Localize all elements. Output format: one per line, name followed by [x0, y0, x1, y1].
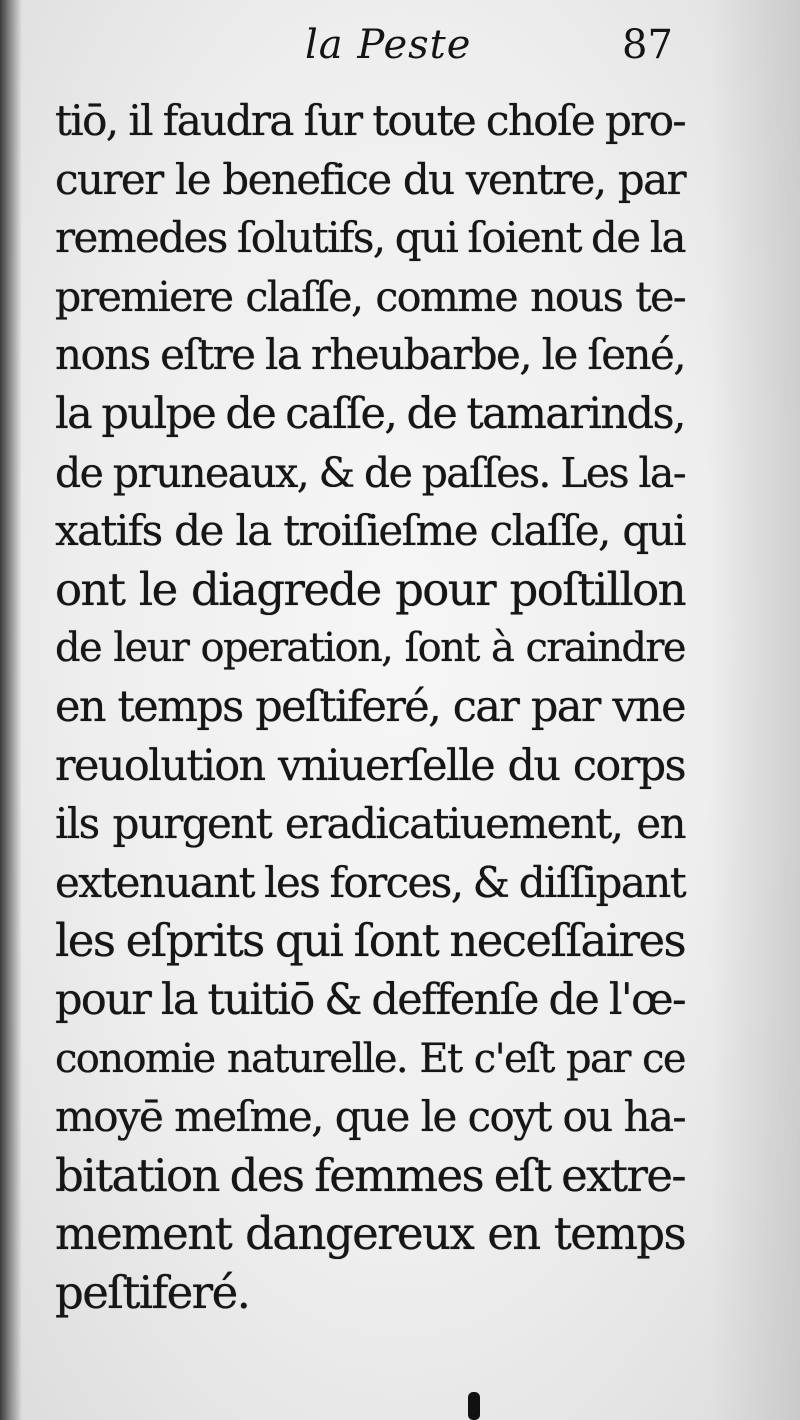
text-line: ont le diagrede pour poſtillon [55, 562, 685, 616]
text-line: mement dangereux en temps [55, 1207, 685, 1261]
text-line: la pulpe de caſſe, de tamarinds, [55, 388, 685, 439]
text-line: en temps peſtiferé, car par vne [55, 681, 685, 732]
text-line: curer le benefice du ventre, par [55, 154, 685, 204]
text-line: moyē meſme, que le coyt ou ha- [55, 1092, 685, 1142]
running-title: la Peste [305, 22, 472, 68]
text-line: remedes ſolutifs, qui ſoient de la [55, 213, 685, 263]
text-line: pour la tuitiō & deffenſe de l'œ- [55, 974, 685, 1025]
text-line: de pruneaux, & de paſſes. Les la- [55, 448, 685, 497]
text-line: conomie naturelle. Et c'eſt par ce [55, 1035, 685, 1082]
text-line: de leur operation, ſont à craindre [55, 625, 685, 672]
text-line: ils purgent eradicatiuement, en [55, 799, 685, 849]
text-line: tiō, il faudra ſur toute choſe pro- [55, 96, 685, 145]
body-text [55, 92, 685, 1322]
text-line: reuolution vniuerſelle du corps [55, 740, 685, 791]
text-line: bitation des femmes eſt extre- [55, 1148, 685, 1202]
page-header [0, 18, 800, 78]
binding-gutter [0, 0, 22, 1420]
page-edge-shadow [710, 0, 800, 1420]
text-line: extenuant les forces, & diſſipant [55, 857, 685, 907]
page-number: 87 [622, 22, 673, 68]
text-line: premiere claſſe, comme nous te- [55, 272, 685, 321]
text-line: nons eſtre la rheubarbe, le ſené, [55, 330, 685, 380]
text-line: xatifs de la troiſieſme claſſe, qui [55, 506, 685, 556]
text-line: peſtiferé. [55, 1265, 250, 1319]
text-line: les eſprits qui ſont neceſſaires [55, 914, 685, 968]
ink-speck [468, 1392, 480, 1420]
